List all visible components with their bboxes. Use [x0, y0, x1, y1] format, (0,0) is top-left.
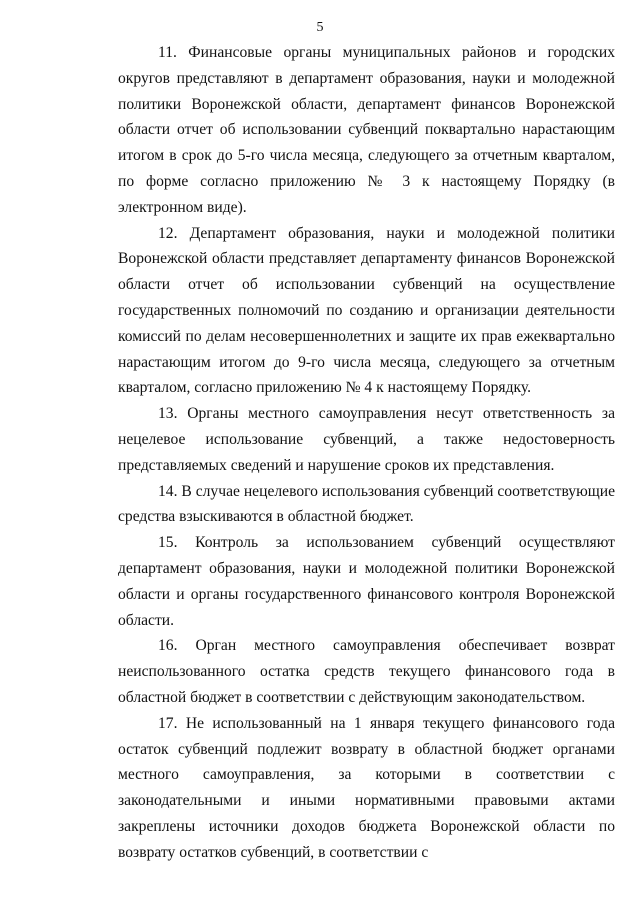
paragraph-12: 12. Департамент образования, науки и молодежной политики Воронежской области представляет департаменту финансов Воронежской области отчет об использовании субвенций на осуществление государственных полномочий по созданию и организации деятельности комиссий по делам несовершеннолетних и защите их прав ежеквартально нарастающим итогом до 9-го числа месяца, следующего за отчетным кварталом, согласно приложению № 4 к настоящему Порядку.: [118, 224, 615, 397]
paragraph-17: 17. Не использованный на 1 января текущего финансового года остаток субвенций подлежит возврату в областной бюджет органами местного самоуправления, за которыми в соответствии с законодательными и иными нормативными правовыми актами закреплены источники доходов бюджета Воронежской области по возврату остатков субвенций, в соответствии с: [118, 714, 615, 861]
paragraph-13: 13. Органы местного самоуправления несут ответственность за нецелевое использование субвенций, а также недостоверность представляемых сведений и нарушение сроков их представления.: [118, 405, 615, 474]
page-number: 5: [316, 20, 324, 35]
document-body: [118, 40, 615, 866]
paragraph-14: 14. В случае нецелевого использования субвенций соответствующие средства взыскиваются в областной бюджет.: [118, 482, 615, 526]
paragraph-11: 11. Финансовые органы муниципальных районов и городских округов представляют в департамент образования, науки и молодежной политики Воронежской области, департамент финансов Воронежской области отчет об использовании субвенций поквартально нарастающим итогом в срок до 5-го числа месяца, следующего за отчетным кварталом, по форме согласно приложению № 3 к настоящему Порядку (в электронном виде).: [118, 44, 615, 216]
paragraph-15: 15. Контроль за использованием субвенций осуществляют департамент образования, науки и молодежной политики Воронежской области и органы государственного финансового контроля Воронежской области.: [118, 534, 615, 629]
paragraph-16: 16. Орган местного самоуправления обеспечивает возврат неиспользованного остатка средств текущего финансового года в областной бюджет в соответствии с действующим законодательством.: [118, 637, 615, 706]
